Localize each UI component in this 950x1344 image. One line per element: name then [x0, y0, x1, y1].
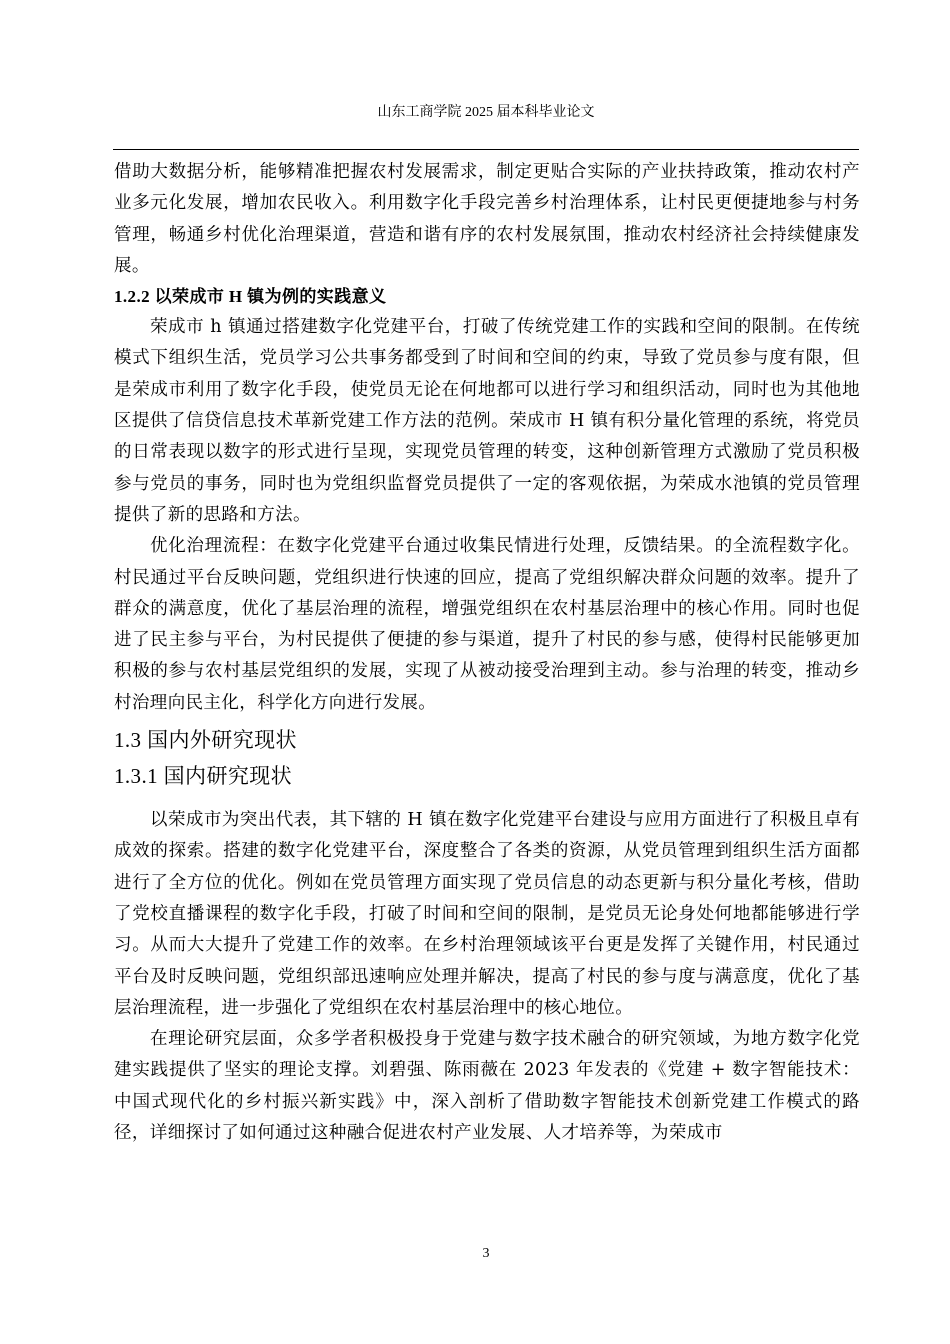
paragraph-1: 借助大数据分析，能够精准把握农村发展需求，制定更贴合实际的产业扶持政策，推动农村产业多元化发展，增加农民收入。利用数字化手段完善乡村治理体系，让村民更便捷地参与村务管理，畅通乡村优化治理渠道，营造和谐有序的农村发展氛围，推动农村经济社会持续健康发展。	[114, 162, 860, 276]
running-header: 山东工商学院 2025 届本科毕业论文	[377, 105, 595, 120]
section-heading-1-3: 1.3 国内外研究现状	[114, 728, 297, 753]
header-divider	[113, 149, 859, 150]
page-number: 3	[482, 1246, 490, 1261]
section-heading-1-2-2: 1.2.2 以荣成市 H 镇为例的实践意义	[114, 287, 387, 307]
paragraph-4: 以荣成市为突出代表，其下辖的 H 镇在数字化党建平台建设与应用方面进行了积极且卓有成效的探索。搭建的数字化党建平台，深度整合了各类的资源，从党员管理到组织生活方面都进行了全方位的优化。例如在党员管理方面实现了党员信息的动态更新与积分量化考核，借助了党校直播课程的数字化手段，打破了时间和空间的限制，是党员无论身处何地都能够进行学习。从而大大提升了党建工作的效率。在乡村治理领域该平台更是发挥了关键作用，村民通过平台及时反映问题，党组织部迅速响应处理并解决，提高了村民的参与度与满意度，优化了基层治理流程，进一步强化了党组织在农村基层治理中的核心地位。	[114, 810, 860, 1018]
section-heading-1-3-1: 1.3.1 国内研究现状	[114, 764, 293, 789]
paragraph-3: 优化治理流程：在数字化党建平台通过收集民情进行处理，反馈结果。的全流程数字化。村民通过平台反映问题，党组织进行快速的回应，提高了党组织解决群众问题的效率。提升了群众的满意度，优化了基层治理的流程，增强党组织在农村基层治理中的核心作用。同时也促进了民主参与平台，为村民提供了便捷的参与渠道，提升了村民的参与感，使得村民能够更加积极的参与农村基层党组织的发展，实现了从被动接受治理到主动。参与治理的转变，推动乡村治理向民主化，科学化方向进行发展。	[114, 536, 860, 713]
body-text	[114, 157, 860, 1149]
paragraph-2: 荣成市 h 镇通过搭建数字化党建平台，打破了传统党建工作的实践和空间的限制。在传统模式下组织生活，党员学习公共事务都受到了时间和空间的约束，导致了党员参与度有限，但是荣成市利用了数字化手段，使党员无论在何地都可以进行学习和组织活动，同时也为其他地区提供了信贷信息技术革新党建工作方法的范例。荣成市 H 镇有积分量化管理的系统，将党员的日常表现以数字的形式进行呈现，实现党员管理的转变，这种创新管理方式激励了党员积极参与党员的事务，同时也为党组织监督党员提供了一定的客观依据，为荣成水池镇的党员管理提供了新的思路和方法。	[114, 317, 860, 525]
paragraph-5: 在理论研究层面，众多学者积极投身于党建与数字技术融合的研究领域，为地方数字化党建实践提供了坚实的理论支撑。刘碧强、陈雨薇在 2023 年发表的《党建 + 数字智能技术：中国式现代化的乡村振兴新实践》中，深入剖析了借助数字智能技术创新党建工作模式的路径，详细探讨了如何通过这种融合促进农村产业发展、人才培养等，为荣成市	[114, 1029, 860, 1144]
